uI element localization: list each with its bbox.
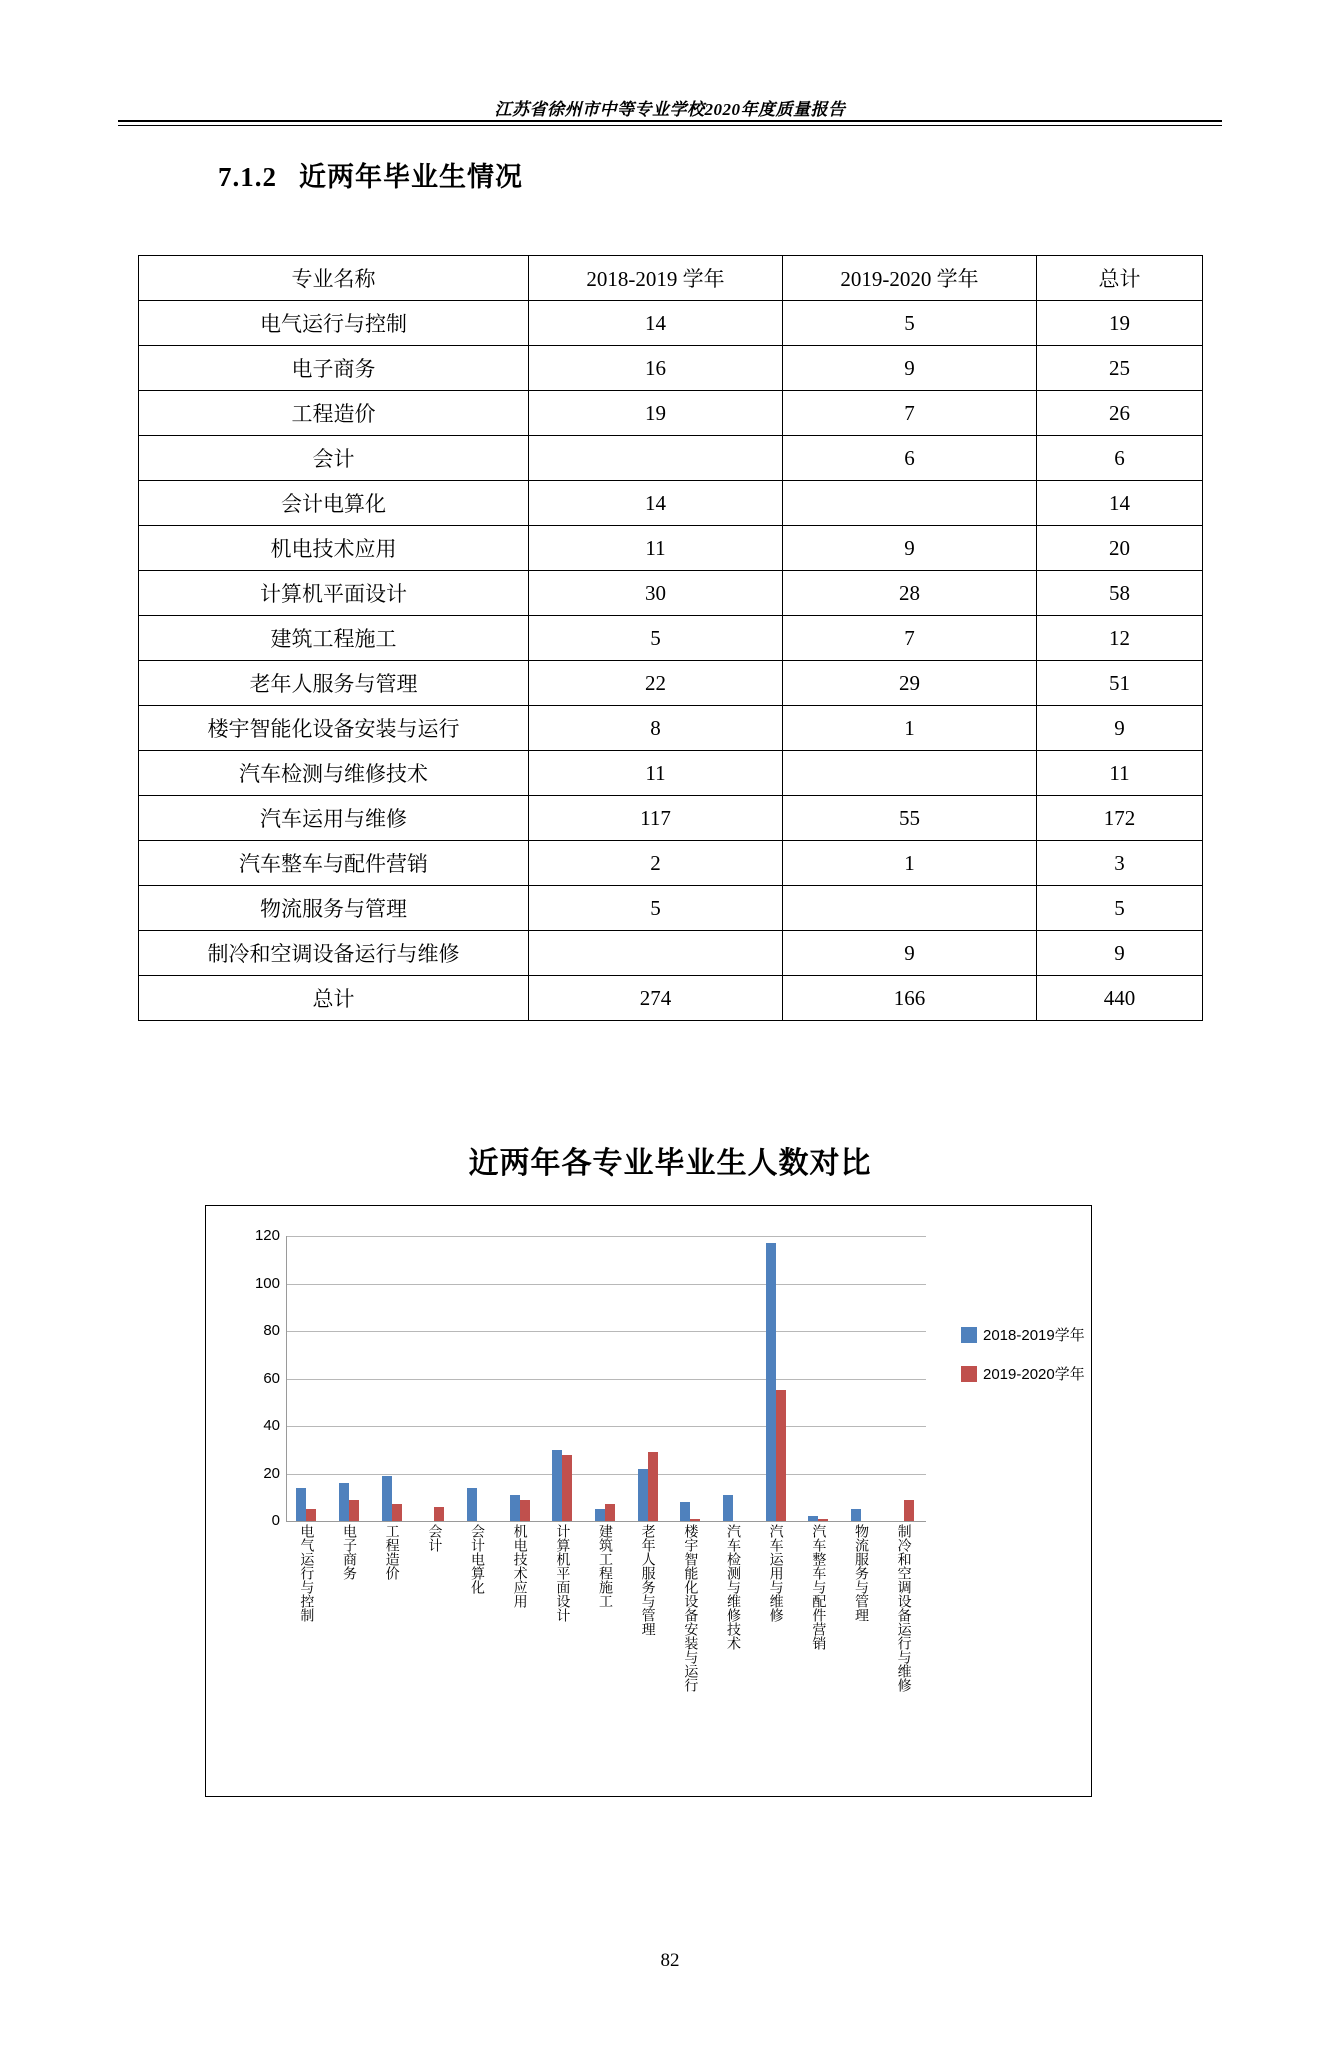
cell-major-name: 机电技术应用 <box>139 526 529 571</box>
cell-total-value: 3 <box>1037 841 1203 886</box>
chart-x-tick-label: 汽车运用与维修 <box>768 1524 785 1622</box>
chart-y-tick-label: 120 <box>254 1227 280 1244</box>
chart-y-tick-label: 0 <box>271 1512 280 1529</box>
cell-year1-value: 19 <box>529 391 783 436</box>
cell-year2-value: 1 <box>783 841 1037 886</box>
table-row <box>139 571 1203 616</box>
chart-bar <box>766 1243 776 1521</box>
cell-total-value: 26 <box>1037 391 1203 436</box>
cell-major-name: 汽车整车与配件营销 <box>139 841 529 886</box>
chart-category-group <box>585 1236 628 1521</box>
cell-year1-value: 14 <box>529 301 783 346</box>
cell-year1-value: 117 <box>529 796 783 841</box>
chart-legend <box>961 1324 1085 1402</box>
chart-category-group <box>499 1236 542 1521</box>
chart-category-group <box>798 1236 841 1521</box>
chart-x-tick-label: 会计电算化 <box>470 1524 486 1594</box>
chart-x-axis <box>286 1521 926 1522</box>
cell-total-value: 58 <box>1037 571 1203 616</box>
chart-x-tick-label: 工程造价 <box>384 1524 401 1580</box>
cell-year1-value: 11 <box>529 526 783 571</box>
table-header-row <box>139 256 1203 301</box>
cell-total-value: 25 <box>1037 346 1203 391</box>
chart-category-group <box>670 1236 713 1521</box>
cell-year1-value: 5 <box>529 616 783 661</box>
table-row <box>139 751 1203 796</box>
chart-legend-label: 2019-2020学年 <box>983 1366 1085 1383</box>
cell-total-value: 19 <box>1037 301 1203 346</box>
chart-y-tick-label: 60 <box>263 1369 280 1387</box>
chart-category-group <box>329 1236 372 1521</box>
chart-category-group <box>883 1236 926 1521</box>
chart-x-tick-label: 建筑工程施工 <box>598 1524 614 1608</box>
header-rule-thick <box>118 120 1222 122</box>
chart-category-group <box>414 1236 457 1521</box>
chart-bar <box>349 1500 359 1521</box>
chart-x-tick-label: 制冷和空调设备运行与维修 <box>896 1524 913 1692</box>
cell-year2-value: 55 <box>783 796 1037 841</box>
cell-major-name: 物流服务与管理 <box>139 886 529 931</box>
chart-bar <box>562 1455 572 1522</box>
running-header <box>0 95 1340 120</box>
chart-bar <box>904 1500 914 1521</box>
section-title: 近两年毕业生情况 <box>299 162 523 192</box>
chart-bar <box>723 1495 733 1521</box>
chart-x-tick-label: 机电技术应用 <box>512 1524 529 1608</box>
cell-year2-value: 9 <box>783 931 1037 976</box>
cell-year1-value: 2 <box>529 841 783 886</box>
chart-bar <box>296 1488 306 1521</box>
column-header-year2: 2019-2020 学年 <box>783 256 1037 301</box>
chart-x-tick-label: 汽车整车与配件营销 <box>811 1524 828 1650</box>
chart-x-tick-label: 老年人服务与管理 <box>640 1524 657 1636</box>
chart-bar <box>382 1476 392 1521</box>
chart-plot-area <box>254 1227 926 1529</box>
table-row <box>139 886 1203 931</box>
cell-major-name: 楼宇智能化设备安装与运行 <box>139 706 529 751</box>
cell-year2-value: 5 <box>783 301 1037 346</box>
cell-major-name: 电气运行与控制 <box>139 301 529 346</box>
table-row <box>139 346 1203 391</box>
cell-total-value: 11 <box>1037 751 1203 796</box>
cell-year1-value <box>529 436 783 481</box>
graduates-table <box>138 255 1203 1021</box>
cell-major-name: 建筑工程施工 <box>139 616 529 661</box>
cell-year1-value: 274 <box>529 976 783 1021</box>
cell-major-name: 制冷和空调设备运行与维修 <box>139 931 529 976</box>
cell-year2-value <box>783 751 1037 796</box>
table-row <box>139 526 1203 571</box>
chart-x-tick-labels <box>286 1524 926 1774</box>
cell-year2-value: 6 <box>783 436 1037 481</box>
table-row <box>139 706 1203 751</box>
cell-year2-value: 28 <box>783 571 1037 616</box>
cell-total-value: 6 <box>1037 436 1203 481</box>
cell-year2-value: 166 <box>783 976 1037 1021</box>
cell-year2-value: 7 <box>783 616 1037 661</box>
page-number: 82 <box>660 1950 680 1971</box>
chart-bar <box>392 1504 402 1521</box>
running-header-title: 江苏省徐州市中等专业学校2020年度质量报告 <box>494 100 846 119</box>
cell-year1-value: 14 <box>529 481 783 526</box>
cell-total-value: 440 <box>1037 976 1203 1021</box>
chart-bar <box>595 1509 605 1521</box>
table-row <box>139 661 1203 706</box>
table-row <box>139 931 1203 976</box>
cell-major-name: 汽车运用与维修 <box>139 796 529 841</box>
chart-bar <box>306 1509 316 1521</box>
cell-total-value: 9 <box>1037 931 1203 976</box>
chart-category-group <box>713 1236 756 1521</box>
cell-year2-value: 29 <box>783 661 1037 706</box>
cell-year1-value: 22 <box>529 661 783 706</box>
chart-bars-layer <box>286 1236 926 1521</box>
chart-x-tick-label: 物流服务与管理 <box>854 1524 870 1622</box>
chart-bar <box>648 1452 658 1521</box>
chart-bar <box>605 1504 615 1521</box>
chart-category-group <box>841 1236 884 1521</box>
cell-major-name: 工程造价 <box>139 391 529 436</box>
cell-year1-value: 30 <box>529 571 783 616</box>
cell-year1-value: 5 <box>529 886 783 931</box>
header-rule-thin <box>118 125 1222 126</box>
table-row <box>139 616 1203 661</box>
table-row <box>139 391 1203 436</box>
cell-major-name: 老年人服务与管理 <box>139 661 529 706</box>
chart-y-tick-label: 20 <box>263 1464 280 1482</box>
chart-bar <box>434 1507 444 1521</box>
chart-x-tick-label: 会计 <box>427 1524 444 1552</box>
legend-swatch-icon <box>961 1327 977 1343</box>
cell-year2-value: 9 <box>783 526 1037 571</box>
cell-year1-value: 16 <box>529 346 783 391</box>
chart-bar <box>520 1500 530 1521</box>
cell-year1-value: 11 <box>529 751 783 796</box>
table-row <box>139 481 1203 526</box>
chart-bar <box>808 1516 818 1521</box>
cell-major-name: 计算机平面设计 <box>139 571 529 616</box>
chart-legend-item <box>961 1363 1085 1384</box>
chart-category-group <box>542 1236 585 1521</box>
chart-legend-label: 2018-2019学年 <box>983 1327 1085 1344</box>
chart-category-group <box>286 1236 329 1521</box>
column-header-major: 专业名称 <box>139 256 529 301</box>
cell-major-name: 总计 <box>139 976 529 1021</box>
chart-title: 近两年各专业毕业生人数对比 <box>468 1147 872 1180</box>
chart-y-tick-label: 40 <box>263 1417 280 1434</box>
cell-year2-value: 1 <box>783 706 1037 751</box>
table-row <box>139 796 1203 841</box>
chart-bar <box>467 1488 477 1521</box>
cell-major-name: 电子商务 <box>139 346 529 391</box>
chart-x-tick-label: 楼宇智能化设备安装与运行 <box>683 1524 700 1692</box>
chart-bar <box>638 1469 648 1521</box>
cell-major-name: 会计 <box>139 436 529 481</box>
table-row <box>139 436 1203 481</box>
cell-total-value: 172 <box>1037 796 1203 841</box>
cell-total-value: 20 <box>1037 526 1203 571</box>
chart-container <box>205 1205 1092 1797</box>
cell-total-value: 51 <box>1037 661 1203 706</box>
chart-bar <box>680 1502 690 1521</box>
chart-legend-item <box>961 1324 1085 1345</box>
chart-category-group <box>755 1236 798 1521</box>
cell-total-value: 14 <box>1037 481 1203 526</box>
legend-swatch-icon <box>961 1366 977 1382</box>
chart-x-tick-label: 计算机平面设计 <box>555 1524 572 1622</box>
cell-major-name: 会计电算化 <box>139 481 529 526</box>
cell-total-value: 9 <box>1037 706 1203 751</box>
cell-year2-value <box>783 886 1037 931</box>
section-number: 7.1.2 <box>218 162 277 192</box>
cell-year2-value: 9 <box>783 346 1037 391</box>
column-header-total: 总计 <box>1037 256 1203 301</box>
cell-total-value: 12 <box>1037 616 1203 661</box>
cell-year1-value <box>529 931 783 976</box>
chart-bar <box>851 1509 861 1521</box>
cell-total-value: 5 <box>1037 886 1203 931</box>
chart-bar <box>776 1390 786 1521</box>
chart-bar <box>818 1519 828 1521</box>
table-row <box>139 976 1203 1021</box>
chart-x-tick-label: 汽车检测与维修技术 <box>726 1524 742 1650</box>
chart-category-group <box>457 1236 500 1521</box>
section-heading <box>218 155 523 194</box>
chart-bar <box>552 1450 562 1521</box>
chart-category-group <box>627 1236 670 1521</box>
cell-major-name: 汽车检测与维修技术 <box>139 751 529 796</box>
cell-year1-value: 8 <box>529 706 783 751</box>
chart-y-tick-label: 100 <box>254 1274 280 1292</box>
chart-x-tick-label: 电子商务 <box>342 1524 358 1580</box>
table-row <box>139 301 1203 346</box>
cell-year2-value <box>783 481 1037 526</box>
chart-category-group <box>371 1236 414 1521</box>
chart-bar <box>510 1495 520 1521</box>
chart-y-tick-label: 80 <box>263 1322 280 1339</box>
chart-bar <box>339 1483 349 1521</box>
chart-bar <box>690 1519 700 1521</box>
table-row <box>139 841 1203 886</box>
cell-year2-value: 7 <box>783 391 1037 436</box>
chart-x-tick-label: 电气运行与控制 <box>299 1524 316 1622</box>
column-header-year1: 2018-2019 学年 <box>529 256 783 301</box>
